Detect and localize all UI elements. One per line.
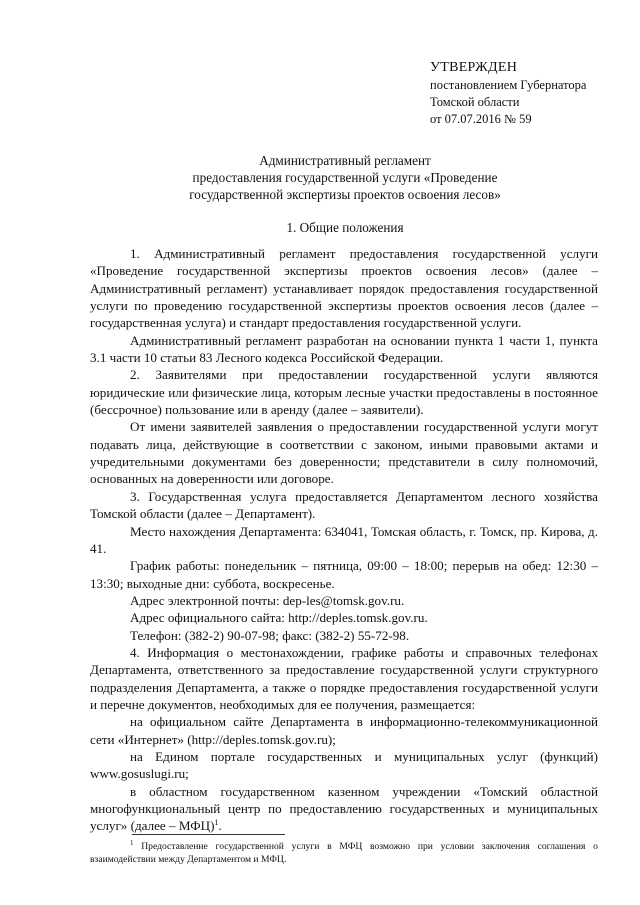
document-title-line: предоставления государственной услуги «Проведение — [192, 170, 498, 185]
paragraph: 2. Заявителями при предоставлении государственной услуги являются юридические или физические лица, которым лесные участки предоставлены в постоянное (бессрочное) пользование или в аренду (далее – заявители). — [90, 367, 598, 418]
paragraph: Телефон: (382-2) 90-07-98; факс: (382-2) 55-72-98. — [130, 627, 410, 643]
document-body — [90, 245, 598, 835]
approval-line: Томской области — [430, 95, 520, 109]
paragraph: График работы: понедельник – пятница, 09:00 – 18:00; перерыв на обед: 12:30 – 13:30; выходные дни: суббота, воскресенье. — [90, 558, 598, 591]
document-title — [90, 152, 600, 203]
approval-title: УТВЕРЖДЕН — [430, 60, 518, 75]
paragraph: Административный регламент разработан на основании пункта 1 части 1, пункта 3.1 части 10 статьи 83 Лесного кодекса Российской Федерации. — [90, 332, 598, 366]
paragraph: Адрес электронной почты: dep-les@tomsk.gov.ru. — [130, 592, 405, 608]
paragraph-text: в областном государственном казенном учреждении «Томский областной многофункциональный центр по предоставлению государственных и муниципальных услуг» (далее – МФЦ) — [90, 783, 598, 834]
paragraph: Адрес официального сайта: http://deples.tomsk.gov.ru. — [130, 610, 428, 626]
paragraph: От имени заявителей заявления о предоставлении государственной услуги могут подавать лица, действующие в соответствии с законом, иными правовыми актами и учредительными документами без доверенности; представители в силу полномочий, основанных на доверенности или договоре. — [90, 419, 598, 487]
footnote-divider — [132, 834, 285, 835]
footnote-marker[interactable]: 1 — [214, 818, 219, 828]
paragraph: 1. Административный регламент предоставления государственной услуги «Проведение государственной экспертизы проектов освоения лесов» (далее – Административный регламент) устанавливает порядок предоставления государственной услуги по проведению государственной экспертизы проектов освоения лесов (далее – государственная услуга) и стандарт предоставления государственной услуги. — [90, 246, 598, 331]
footnote-number: 1 — [130, 839, 134, 847]
approval-stamp — [430, 59, 630, 128]
footnote — [90, 840, 598, 866]
paragraph: 3. Государственная услуга предоставляется Департаментом лесного хозяйства Томской области (далее – Департамент). — [90, 488, 598, 522]
document-title-line: Административный регламент — [259, 153, 431, 168]
paragraph: 4. Информация о местонахождении, графике работы и справочных телефонах Департамента, ответственного за предоставление государственной услуги структурного подразделения Департамента, а также о порядке предоставления государственной услуги и перечне документов, необходимых для ее получения, размещается: — [90, 644, 598, 712]
paragraph-with-footnote: в областном государственном казенном учреждении «Томский областной многофункциональный центр по предоставлению государственных и муниципальных услуг» (далее – МФЦ)$^1$. — [90, 783, 598, 834]
paragraph: на официальном сайте Департамента в информационно-телекоммуникационной сети «Интернет» (http://deples.tomsk.gov.ru); — [90, 714, 598, 747]
footnote-text: Предоставление государственной услуги в МФЦ возможно при условии заключения соглашения о взаимодействии между Департаментом и МФЦ. — [90, 841, 598, 865]
section-heading: 1. Общие положения — [286, 220, 404, 235]
paragraph: на Едином портале государственных и муниципальных услуг (функций) www.gosuslugi.ru; — [90, 748, 598, 782]
document-title-line: государственной экспертизы проектов освоения лесов» — [189, 187, 501, 202]
approval-line: постановлением Губернатора — [430, 78, 587, 92]
paragraph: Место нахождения Департамента: 634041, Томская область, г. Томск, пр. Кирова, д. 41. — [90, 523, 598, 556]
approval-date: от 07.07.2016 № 59 — [430, 112, 532, 126]
